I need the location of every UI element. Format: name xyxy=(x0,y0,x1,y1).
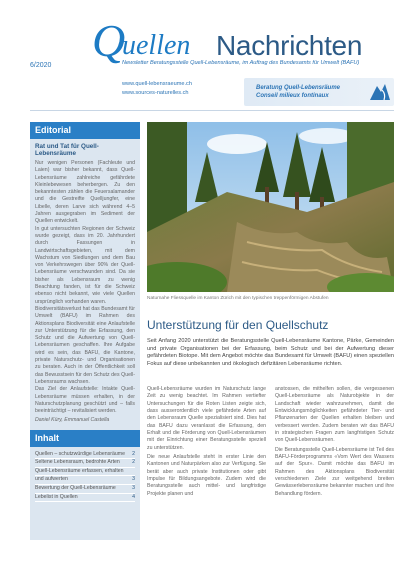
masthead xyxy=(0,0,404,120)
article-paragraph: anstossen, die mithelfen sollen, die vergessenen Quell-Lebensräume als Naturobjekte in der Landschaft wieder wahrzunehmen, damit die Entwicklungsmöglichkeiten gefährdeter Tier- und Pflanzenarten der Quellen erhalten bleiben und verbessert werden. Zudem beraten wir das BAFU in strategischen Fragen zum langfristigen Schutz von Quell-Lebensräumen. xyxy=(275,386,394,444)
tagline: Newsletter Beratungsstelle Quell-Lebensräume, im Auftrag des Bundesamts für Umwelt (BAFU) xyxy=(122,60,360,66)
issue-number: 6/2020 xyxy=(30,62,52,69)
article-paragraph: Quell-Lebensräume wurden im Naturschutz lange Zeit zu wenig beachtet. Im Rahmen vertiefter Untersuchungen für die Roten Listen zeigte sich, dass ausserordentlich viele gefährdete Arten auf den Lebensraum Quelle spezialisiert sind. Dies hat das BAFU dazu veranlasst die Erfassung, den Erhalt und die Förderung von Quell-Lebensräumen mit der Einrichtung einer Beratungsstelle speziell zu unterstützen. xyxy=(147,386,266,451)
article-title: Unterstützung für den Quellschutz xyxy=(147,318,329,332)
toc-item[interactable] xyxy=(35,485,135,494)
toc-item[interactable] xyxy=(35,451,135,460)
toc-item-label: Quell-Lebensräume erfassen, erhalten xyxy=(35,467,124,474)
toc-item[interactable] xyxy=(35,468,135,477)
brand-nachrichten: Nachrichten xyxy=(216,30,363,61)
article-lead: Seit Anfang 2020 unterstützt die Beratungsstelle Quell-Lebensräume Kantone, Pärke, Gemeinden und private Organisationen bei der Erfassung, beim Schutz und bei der Aufwertung dieser gefährdeten Biotope. Mit dem Angebot möchte das Bundesamt für Umwelt (BAFU) einen speziellen Fokus auf diese unbekannten und ökologisch defizitären Lebensräume richten. xyxy=(147,338,394,367)
toc-item[interactable] xyxy=(35,494,135,503)
article-paragraph: Die neue Anlaufstelle steht in erster Linie den Kantonen und Naturpärken also zur Verfügung. Sie berät aber auch private Institutionen oder gibt Impulse für Bildungsangebote. Zudem wird die Beratungsstelle auch mittel- und langfristige Projekte planen und xyxy=(147,454,266,497)
table-of-contents xyxy=(30,447,140,503)
editorial-paragraph-2: In gut untersuchten Regionen der Schweiz wurde gezeigt, dass im 20. Jahrhundert durch Fassungen in Landwirtschaftsgebieten, mit dem Wachstum von Siedlungen und dem Bau von Verkehrswegen über 90% der Quell-Lebensräume verschwunden sind. Da sie bisher als Lebensraum zu wenig Beachtung fanden, ist für die Schweiz ebenso nicht bekannt, wie viele Quellen ursprünglich vorhanden waren. xyxy=(35,225,135,305)
editorial-paragraph-4: Das Ziel der Anlaufstelle: Intakte Quell-Lebensräume müssen erhalten, in der Naturschutzplanung geschützt und – falls beeinträchtigt – revitalisiert werden. xyxy=(35,386,135,415)
article-column-left xyxy=(147,386,266,500)
mountain-spring-icon xyxy=(368,80,392,102)
sidebar xyxy=(30,122,140,540)
editorial-subtitle: Rat und Tat für Quell-Lebensräume xyxy=(35,143,99,157)
toc-item[interactable] xyxy=(35,476,135,485)
header-divider xyxy=(30,110,394,111)
article-paragraph: Die Beratungsstelle Quell-Lebensräume ist Teil des BAFU-Förderprogramms «Vom Wert des Wassers auf der Spur». Damit möchte das BAFU im Rahmen des Aktionsplans Biodiversität verschiedenen Ziele zur weitgehend breiten Gewässerlebensräume bekannter machen und ihre Behandlung fördern. xyxy=(275,446,394,497)
toc-item-label: Bewertung der Quell-Lebensräume xyxy=(35,485,116,492)
advisory-badge xyxy=(244,78,394,106)
editorial-heading: Editorial xyxy=(30,122,140,139)
editorial-paragraph-1: Nur wenigen Personen (Fachleute und Laien) war bisher bekannt, dass Quell-Lebensräume zahlreiche gefährdete Kleinlebewesen beherbergen. Zu den bekanntesten zählen die Feuersalamander und die Gestreifte Quelljungfer, eine Libelle, deren Larve sich während 4–5 Jahren ausgegraben im Sediment der Quellen entwickelt. xyxy=(35,160,135,225)
editorial-signature: Daniel Küry, Emmanuel Castella xyxy=(35,417,110,424)
toc-item-page: 3 xyxy=(132,485,135,492)
toc-item-label: Seltene Lebensraum, bedrohte Arten xyxy=(35,459,120,466)
toc-item[interactable] xyxy=(35,459,135,468)
editorial-paragraph-3: Biodiversitätsverlust hat das Bundesamt für Umwelt (BAFU) im Rahmen des Aktionsplans Biodiversität eine Anlaufstelle zur Unterstützung für die Erfassung, den Schutz und die Aufwertung von Quell-Lebensräumen geschaffen. Ihre Aufgabe wird es sein, das BAFU, die Kantone, private Naturschutz- und Organisationen zu beraten. Auch in der Öffentlichkeit soll das Bewusstsein für den Schutz des Quell-Lebensraums wachsen. xyxy=(35,305,135,385)
url-de-link[interactable]: www.quell-lebensraeume.ch xyxy=(122,81,192,87)
badge-line-fr: Conseil milieux fontinaux xyxy=(256,93,329,99)
toc-item-page: 3 xyxy=(132,476,135,483)
badge-line-de: Beratung Quell-Lebensräume xyxy=(256,85,341,91)
photo-caption: Naturnahe Fliessquelle im Kanton Zürich mit den typischen treppenförmigen Abstufen xyxy=(147,296,329,301)
spring-photo xyxy=(147,122,394,292)
toc-item-label: Quellen – schutzwürdige Lebensräume xyxy=(35,450,125,457)
toc-item-label: Lebelist in Quellen xyxy=(35,493,78,500)
contents-heading: Inhalt xyxy=(30,430,140,447)
toc-item-label: und aufwerten xyxy=(35,476,68,483)
brand-uellen: uellen xyxy=(122,30,191,61)
article-column-right xyxy=(275,386,394,500)
toc-item-page: 2 xyxy=(132,450,135,457)
toc-item-page: 4 xyxy=(132,493,135,500)
toc-item-page: 2 xyxy=(132,459,135,466)
brand-q: Q xyxy=(92,15,126,66)
website-links xyxy=(122,80,192,98)
url-fr-link[interactable]: www.sources-naturelles.ch xyxy=(122,90,189,96)
